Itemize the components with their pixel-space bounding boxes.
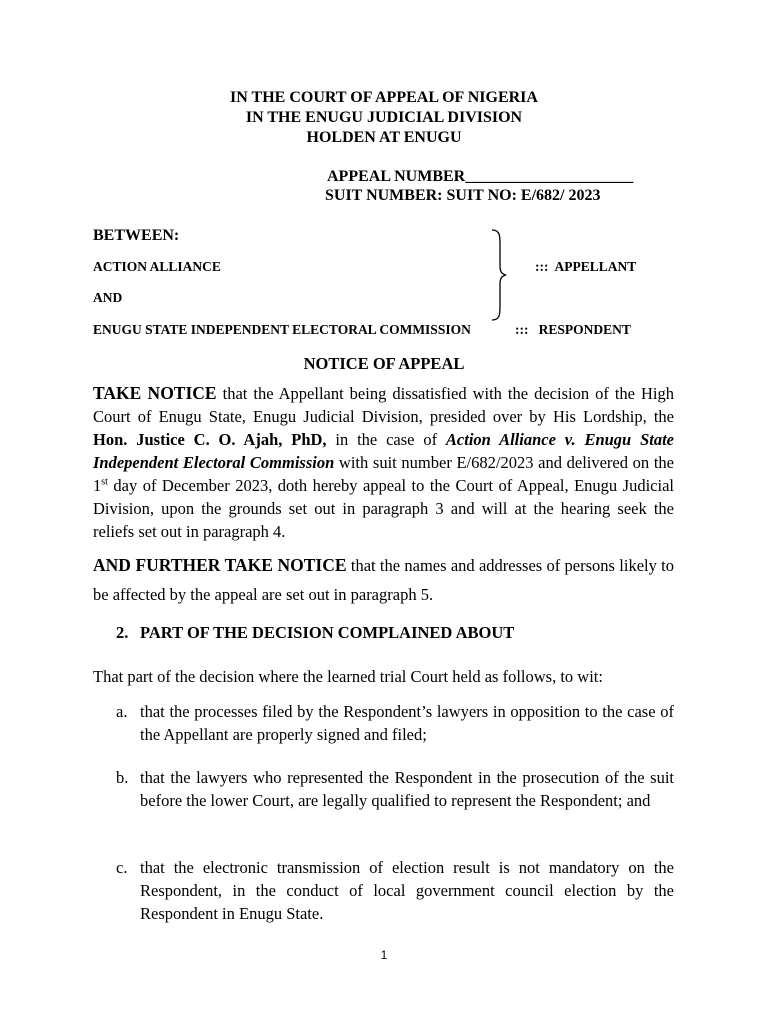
appeal-number-label: APPEAL NUMBER xyxy=(327,168,466,185)
between-label: BETWEEN: xyxy=(93,227,180,244)
paragraph-text: day of December 2023, doth hereby appeal to the Court of Appeal, Enugu Judicial Division, upon the grounds set out in paragraph 3 and will at the hearing seek the reliefs set out in paragraph 4. xyxy=(93,476,674,541)
case-name: Action Alliance v. Enugu State Independent Electoral Commission xyxy=(93,430,674,472)
section-heading: PART OF THE DECISION COMPLAINED ABOUT xyxy=(140,623,515,642)
paragraph-text: with suit number E/682/2023 and delivered on the 1 xyxy=(93,453,674,495)
appeal-number-blank: _____________________ xyxy=(465,168,634,185)
respondent-name: ENUGU STATE INDEPENDENT ELECTORAL COMMISSION xyxy=(93,322,471,337)
court-title: IN THE COURT OF APPEAL OF NIGERIA xyxy=(230,89,538,106)
take-notice-paragraph xyxy=(93,382,674,543)
section-number: 2. xyxy=(116,623,129,642)
paragraph-text: that the names and addresses of persons likely to be affected by the appeal are set out in paragraph 5. xyxy=(93,556,674,604)
page-number: 1 xyxy=(380,948,388,962)
paragraph-text: in the case of xyxy=(326,430,446,449)
further-notice-lead: AND FURTHER TAKE NOTICE xyxy=(93,555,347,575)
judge-name: Hon. Justice C. O. Ajah, PhD, xyxy=(93,430,327,449)
list-item-label: c. xyxy=(116,858,128,877)
list-item: that the lawyers who represented the Respondent in the prosecution of the suit before the lower Court, are legally qualified to represent the Respondent; and xyxy=(140,768,674,810)
respondent-role: ::: RESPONDENT xyxy=(515,322,631,337)
further-notice-paragraph xyxy=(93,551,674,609)
division-title: IN THE ENUGU JUDICIAL DIVISION xyxy=(245,109,523,126)
section-intro: That part of the decision where the learned trial Court held as follows, to wit: xyxy=(93,667,603,686)
notice-title: NOTICE OF APPEAL xyxy=(303,354,465,373)
list-item: that the processes filed by the Respondent’s lawyers in opposition to the case of the Appellant are properly signed and filed; xyxy=(140,702,674,744)
list-item-label: b. xyxy=(116,768,129,787)
holden-at: HOLDEN AT ENUGU xyxy=(306,129,462,146)
and-label: AND xyxy=(93,290,123,305)
take-notice-lead: TAKE NOTICE xyxy=(93,383,217,403)
ordinal-suffix: st xyxy=(101,476,108,488)
suit-number: SUIT NUMBER: SUIT NO: E/682/ 2023 xyxy=(325,187,601,204)
list-item-label: a. xyxy=(116,702,128,721)
appellant-role: ::: APPELLANT xyxy=(535,259,637,274)
curly-brace xyxy=(486,228,510,322)
appeal-number xyxy=(327,167,633,187)
appellant-name: ACTION ALLIANCE xyxy=(93,259,221,274)
list-item: that the electronic transmission of election result is not mandatory on the Respondent, in the conduct of local government council election by the Respondent in Enugu State. xyxy=(140,858,674,923)
paragraph-text: that the Appellant being dissatisfied with the decision of the High Court of Enugu State, Enugu Judicial Division, presided over by His Lordship, the xyxy=(93,384,675,426)
